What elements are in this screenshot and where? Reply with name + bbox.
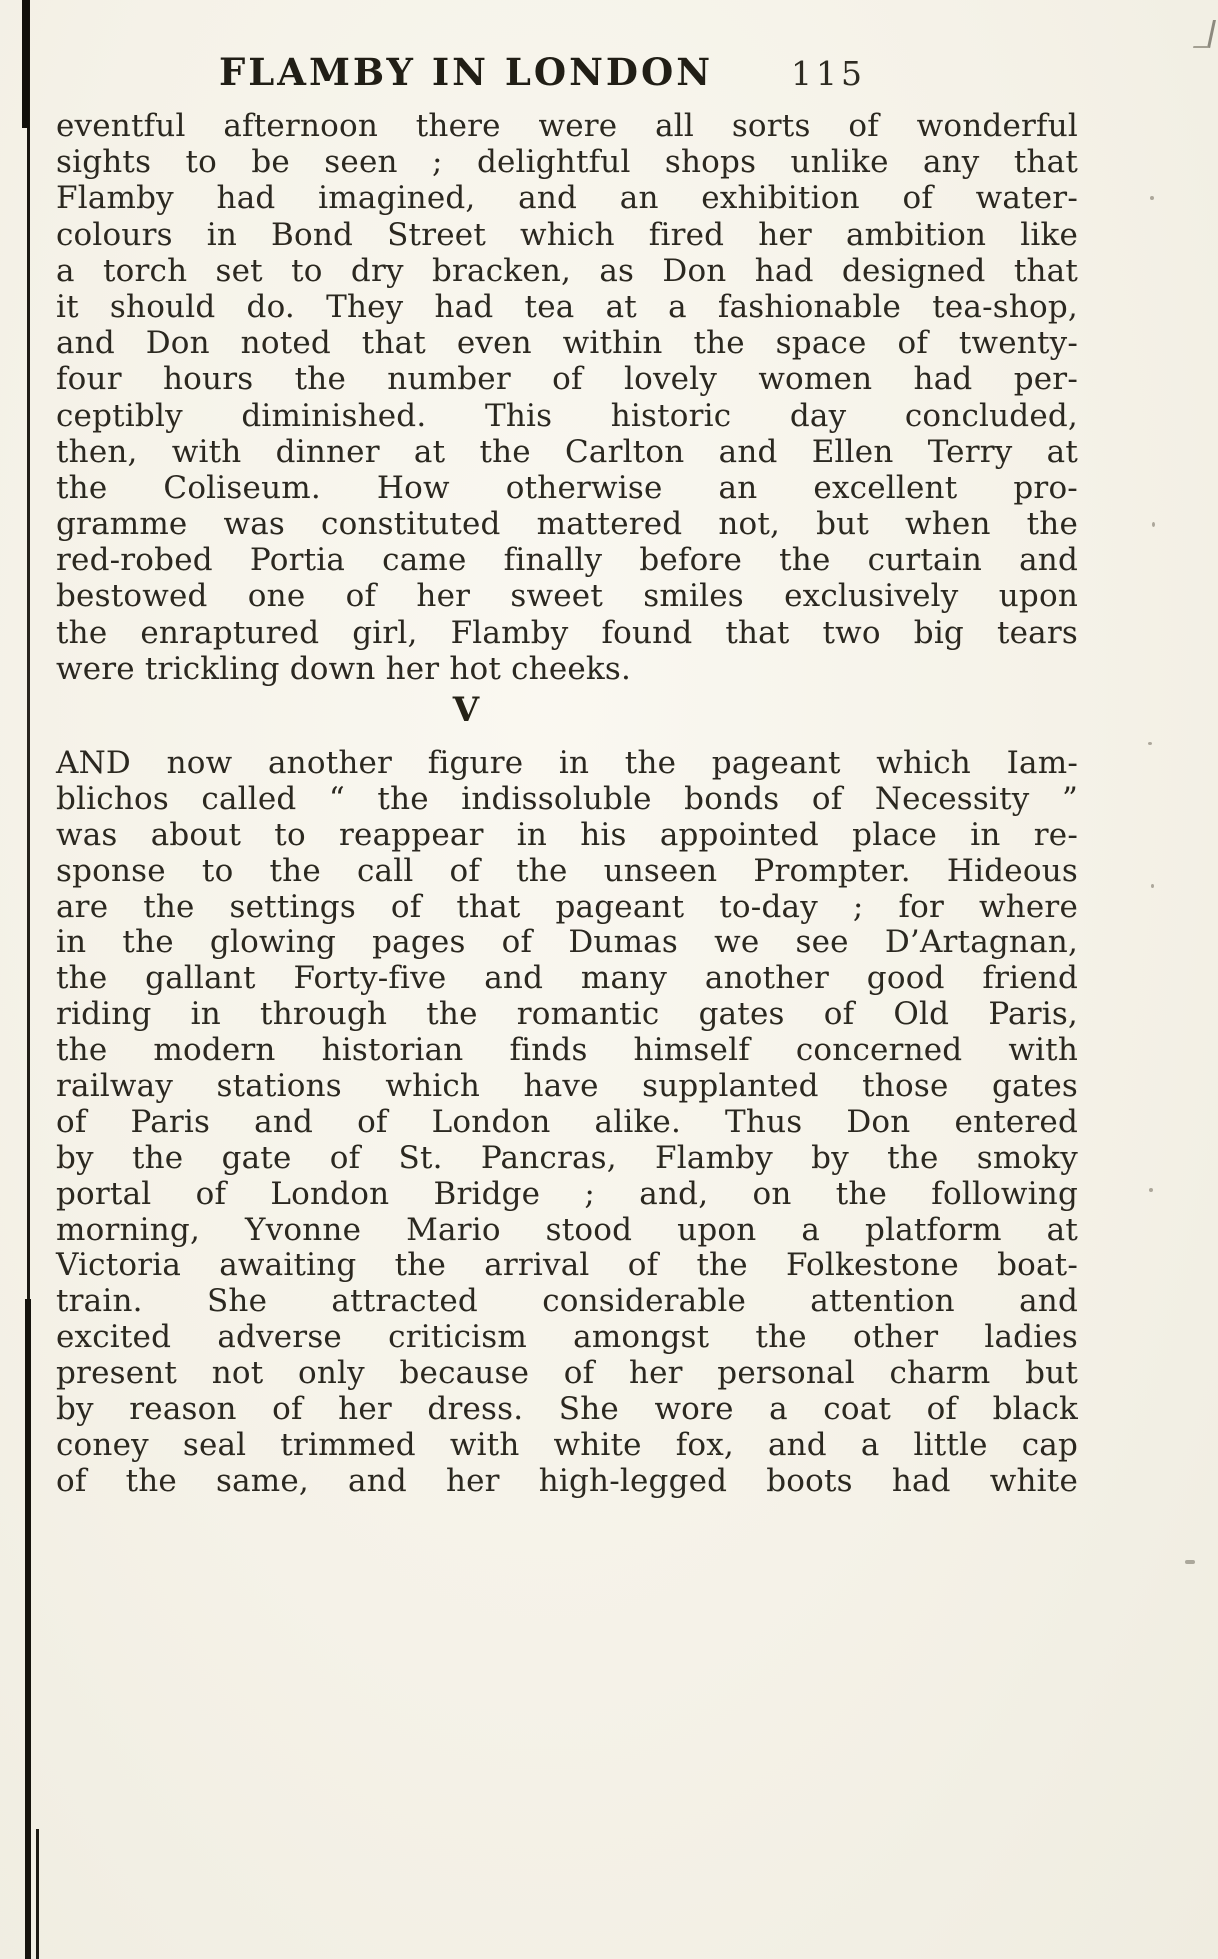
text-line: red-robed Portia came finally before the curtain and xyxy=(56,542,1078,579)
text-line: the gallant Forty-five and many another good friend xyxy=(56,960,1078,997)
text-line: morning, Yvonne Mario stood upon a platform at xyxy=(56,1211,1078,1248)
text-line: the modern historian finds himself concerned with xyxy=(56,1032,1078,1069)
paragraph-section-v xyxy=(56,746,1078,1500)
text-line: eventful afternoon there were all sorts of wonderful xyxy=(56,108,1078,144)
text-line: railway stations which have supplanted those gates xyxy=(56,1068,1078,1105)
spine-bottom-mark xyxy=(25,1299,31,1959)
text-line: colours in Bond Street which fired her ambition like xyxy=(56,216,1078,253)
scan-speck xyxy=(1152,522,1155,527)
page-number: 115 xyxy=(791,54,866,93)
text-line: blichos called “ the indissoluble bonds of Necessity ” xyxy=(56,780,1078,817)
text-line: bestowed one of her sweet smiles exclusively upon xyxy=(56,578,1078,615)
text-line: are the settings of that pageant to-day ; for where xyxy=(56,888,1078,925)
scan-mark-top-right xyxy=(1193,20,1216,48)
paragraph-continuation xyxy=(56,108,1078,687)
text-line: and Don noted that even within the space of twenty- xyxy=(56,325,1078,362)
text-line: by reason of her dress. She wore a coat of black xyxy=(56,1391,1078,1428)
text-line: the Coliseum. How otherwise an excellent pro- xyxy=(56,469,1078,506)
text-line: four hours the number of lovely women had per- xyxy=(56,361,1078,398)
text-line: of the same, and her high-legged boots had white xyxy=(56,1462,1078,1499)
text-line: by the gate of St. Pancras, Flamby by the smoky xyxy=(56,1139,1078,1176)
text-line: present not only because of her personal charm but xyxy=(56,1355,1078,1392)
text-line: portal of London Bridge ; and, on the following xyxy=(56,1175,1078,1212)
text-line: sights to be seen ; delightful shops unlike any that xyxy=(56,144,1078,181)
scan-speck xyxy=(1150,196,1154,200)
page-header xyxy=(56,50,1080,102)
text-line: were trickling down her hot cheeks. xyxy=(56,650,632,687)
text-line: Flamby had imagined, and an exhibition of water- xyxy=(56,180,1078,217)
scan-speck xyxy=(1149,1188,1153,1192)
text-line: of Paris and of London alike. Thus Don entered xyxy=(56,1103,1078,1140)
text-line: in the glowing pages of Dumas we see D’Artagnan, xyxy=(56,924,1078,961)
running-title: FLAMBY IN LONDON xyxy=(218,50,714,94)
scan-mark-right xyxy=(1185,1560,1195,1564)
text-line: train. She attracted considerable attention and xyxy=(56,1283,1078,1320)
text-line: then, with dinner at the Carlton and Ellen Terry at xyxy=(56,433,1078,470)
text-line: gramme was constituted mattered not, but when the xyxy=(56,506,1078,543)
text-line: ceptibly diminished. This historic day concluded, xyxy=(56,397,1078,434)
scan-speck xyxy=(1148,742,1152,745)
spine-double-line xyxy=(36,1829,39,1959)
text-line: coney seal trimmed with white fox, and a little cap xyxy=(56,1426,1078,1463)
text-line: sponse to the call of the unseen Prompter. Hideous xyxy=(56,852,1078,889)
text-line: excited adverse criticism amongst the other ladies xyxy=(56,1319,1078,1356)
text-line: Victoria awaiting the arrival of the Folkestone boat- xyxy=(56,1247,1078,1284)
text-line: it should do. They had tea at a fashionable tea-shop, xyxy=(56,288,1078,325)
text-line: the enraptured girl, Flamby found that two big tears xyxy=(56,614,1078,651)
section-heading: V xyxy=(452,690,480,730)
spine-top-mark xyxy=(22,0,29,128)
text-line: AND now another figure in the pageant which Iam- xyxy=(56,745,1078,781)
text-line: riding in through the romantic gates of Old Paris, xyxy=(56,996,1078,1033)
text-line: was about to reappear in his appointed place in re- xyxy=(56,816,1078,853)
scan-speck xyxy=(1151,884,1154,888)
text-line: a torch set to dry bracken, as Don had designed that xyxy=(56,252,1078,289)
